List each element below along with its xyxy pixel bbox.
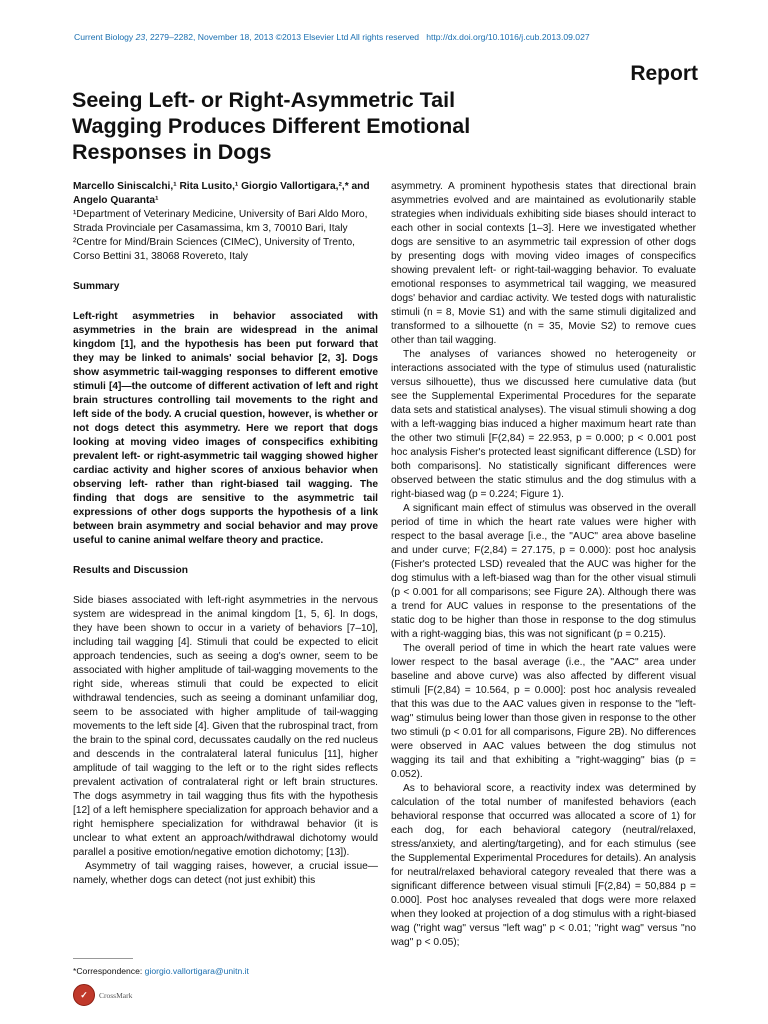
journal-volume: 23 xyxy=(135,32,146,42)
left-column xyxy=(73,180,378,888)
article-type-label: Report xyxy=(630,62,698,85)
crossmark-badge[interactable] xyxy=(73,984,132,1006)
results-paragraph-1: Side biases associated with left-right asymmetries in the nervous system are widespread in the animal kingdom [1, 5, 6]. In dogs, they have been shown to occur in a variety of behaviors [7–10], including tail wagging [4]. Stimuli that could be expected to elicit approach tendencies, such as seeing a dog's owner, seem to be associated with higher amplitude of tail-wagging movements to the right side, whereas stimuli that could be expected to elicit withdrawal tendencies, such as seeing a dominant unfamiliar dog, seem to be associated with higher amplitude of tail-wagging movements to the left side [4]. Given that the rubrospinal tract, from the brain to the spinal cord, decussates caudally on the red nucleus and descends in the contralateral lateral funiculus [11], higher amplitude of tail wagging to the left or to the right sides reflects prevalent activation of contralateral right or left brain structures. The dogs asymmetry in tail wagging thus fits with the hypothesis [12] of a left hemisphere specialization for approach behavior and a right hemisphere specialization for withdrawal behavior (it is unclear to what extent an approach/withdrawal dichotomy would parallel a positive emotion/negative emotion dichotomy; [13]). xyxy=(73,595,378,858)
right-paragraph-5: As to behavioral score, a reactivity index was determined by calculation of the total number of manifested behaviors (each behavioral response that occurred was allocated a score of 1) for each dog, for each behavioral category (neutral/relaxed, stress/anxiety, and alerting/targeting), and for each stimulus (see the Supplemental Experimental Procedures for details). An analysis for neutral/relaxed behavioral category revealed that there was a significant difference between visual stimuli [F(2,84) = 50,884 p = 0.000]. Post hoc analyses revealed that dogs were more relaxed when they looked at projection of a dog stimulus with a right-biased wag ("right wag" versus "left wag" p < 0.01; "right wag" versus "no wag" p < 0.05); xyxy=(391,783,696,948)
footnote-label: *Correspondence: xyxy=(73,966,145,976)
crossmark-icon: ✓ xyxy=(73,984,95,1006)
right-paragraph-2: The analyses of variances showed no heterogeneity or interactions associated with the type of stimulus used (naturalistic versus silhouette), thus we discussed here cumulative data (but see the Supplemental Experimental Procedures for the separate data sets and statistical analyses). The visual stimuli showing a dog with a left-wagging bias induced a higher maximum heart rate than the other two stimuli [F(2,84) = 22.953, p = 0.000; p < 0.001 post hoc analysis Fisher's protected least significant difference (LSD) for both comparisons]. No statistically significant differences were observed between the static stimulus and the dog stimulus with a right-biased wag (p = 0.224; Figure 1). xyxy=(391,349,696,500)
summary-heading: Summary xyxy=(73,281,120,292)
summary-text: Left-right asymmetries in behavior associated with asymmetries in the brain are widespread in the animal kingdom [1], and the hypothesis has been put forward that they may be linked to animals' social behavior [2, 3]. Dogs show asymmetric tail-wagging responses to different emotive stimuli [4]—the outcome of different activation of left and right brain structures controlling tail movements to the right and left side of the body. A crucial question, however, is whether or not dogs detect this asymmetry. Here we report that dogs looking at moving video images of conspecifics exhibiting prevalent left- or right-asymmetric tail wagging showed higher cardiac activity and higher scores of anxious behavior when observing left- rather than right-biased tail wagging. The finding that dogs are sensitive to the asymmetric tail expressions of other dogs supports the hypothesis of a link between brain asymmetry and social behavior and may prove useful to canine animal welfare theory and practice. xyxy=(73,311,378,546)
correspondence-footnote xyxy=(73,966,249,976)
crossmark-label: CrossMark xyxy=(99,990,133,1000)
footnote-divider xyxy=(73,958,133,959)
right-column xyxy=(391,180,696,950)
affiliation-1: ¹Department of Veterinary Medicine, University of Bari Aldo Moro, Strada Provinciale per Casamassima, km 3, 70010 Bari, Italy xyxy=(73,209,368,234)
results-paragraph-2: Asymmetry of tail wagging raises, however, a crucial issue—namely, whether dogs can detect (not just exhibit) this xyxy=(73,861,378,886)
affiliation-2: ²Centre for Mind/Brain Sciences (CIMeC), University of Trento, Corso Bettini 31, 38068 Rovereto, Italy xyxy=(73,237,355,262)
correspondence-email-link[interactable]: giorgio.vallortigara@unitn.it xyxy=(144,966,249,976)
journal-name: Current Biology xyxy=(74,32,134,42)
results-heading: Results and Discussion xyxy=(73,565,188,576)
right-paragraph-1: asymmetry. A prominent hypothesis states that directional brain asymmetries evolved and are maintained as evolutionarily stable strategies when individuals exhibiting side biases should interact to each other in social contexts [1–3]. Here we investigated whether dogs are sensitive to an asymmetric tail expression of other dogs by presenting dogs with moving video images of conspecifics showing prevalent left- or right-tail-wagging behavior. To evaluate emotional responses to asymmetrical tail wagging, we measured dogs' behavior and cardiac activity. We tested dogs with naturalistic stimuli (n = 8, Movie S1) and with the same stimuli digitalized and transformed to a silhouette (n = 35, Movie S2) to remove cues other than tail wagging. xyxy=(391,181,696,346)
right-paragraph-4: The overall period of time in which the heart rate values were lower respect to the basal average (i.e., the "AAC" area under baseline and above curve) was also affected by different visual stimuli [F(2,84) = 10.564, p = 0.000]: post hoc analysis revealed that this was due to the AAC values given in response to the "left-wag" stimulus being lower than those given in response to the other two stimuli (p < 0.01 for all comparisons, Figure 2B). No differences were observed in AAC values between the dog stimulus not wagging its tail and that exhibiting a "right-wagging" bias (p = 0.052). xyxy=(391,643,696,780)
right-paragraph-3: A significant main effect of stimulus was observed in the overall period of time in which the heart rate values were higher with respect to the basal average [i.e., the "AUC" area above baseline and under curve; F(2,84) = 27.175, p = 0.000): post hoc analysis (Fisher's protected LSD) revealed that the AUC was higher for the dog stimulus with a left-biased wag than for the other visual stimuli (p < 0.001 for all comparisons; see Figure 2A). Although there was a trend for AUC values in response to the presentations of the static dog to be higher than those in response to the dog stimulus with a right-wagging bias, this was not significant (p = 0.215). xyxy=(391,503,696,640)
doi-link[interactable]: http://dx.doi.org/10.1016/j.cub.2013.09.027 xyxy=(426,32,590,42)
journal-header xyxy=(74,32,714,42)
article-title: Seeing Left- or Right-Asymmetric Tail Wagging Produces Different Emotional Responses in Dogs xyxy=(72,88,471,164)
journal-citation: , 2279–2282, November 18, 2013 ©2013 Elsevier Ltd All rights reserved xyxy=(145,32,420,42)
author-list: Marcello Siniscalchi,¹ Rita Lusito,¹ Giorgio Vallortigara,²,* and Angelo Quaranta¹ xyxy=(73,181,370,206)
